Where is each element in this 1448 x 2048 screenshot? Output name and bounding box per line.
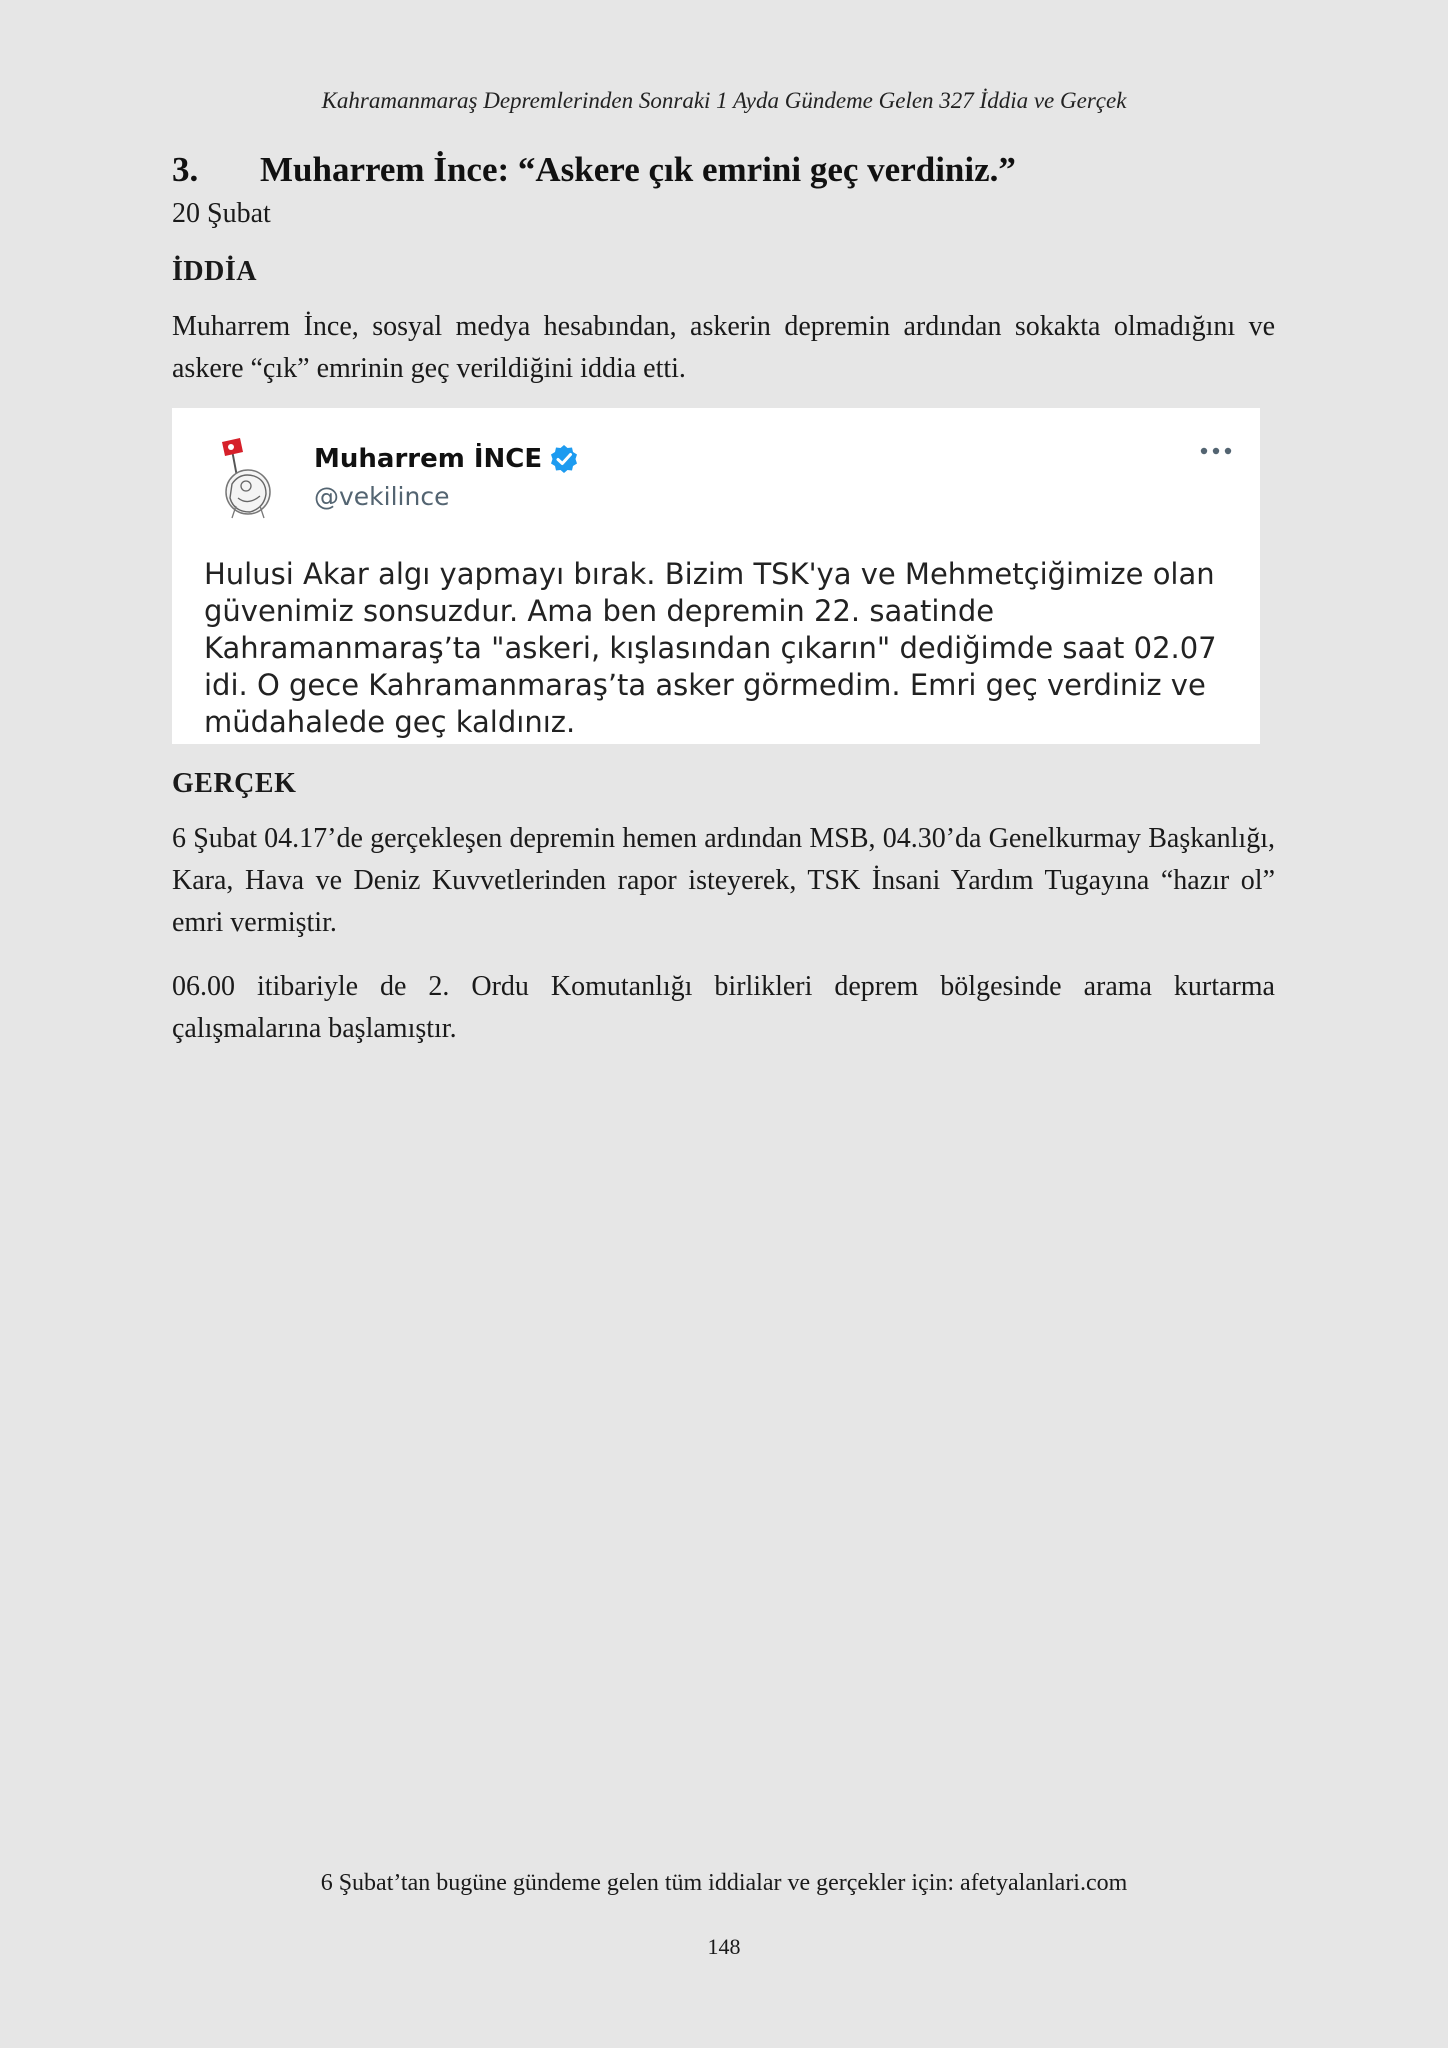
tweet-handle: @vekilince: [314, 482, 450, 511]
tweet-author-name: Muharrem İNCE: [314, 444, 543, 474]
section-date: 20 Şubat: [172, 198, 271, 229]
more-options-icon: [1198, 444, 1234, 458]
section-number: 3.: [172, 150, 199, 189]
claim-text: Muharrem İnce, sosyal medya hesabından, askerin depremin ardından sokakta olmadığını ve askere “çık” emrinin geç verildiğini iddia etti.: [172, 311, 1275, 384]
section-title: [172, 150, 1275, 190]
fact-paragraph-2: 06.00 itibariyle de 2. Ordu Komutanlığı birlikleri deprem bölgesinde arama kurtarma çalışmalarına başlamıştır.: [172, 971, 1275, 1044]
page-number: 148: [707, 1934, 741, 1959]
fact-paragraph-1: 6 Şubat 04.17’de gerçekleşen depremin hemen ardından MSB, 04.30’da Genelkurmay Başkanlığı, Kara, Hava ve Deniz Kuvvetlerinden rapor isteyerek, TSK İnsani Yardım Tugayına “hazır ol” emri vermiştir.: [172, 823, 1275, 938]
claim-heading: İDDİA: [172, 256, 257, 287]
verified-badge-icon: [549, 444, 579, 474]
footer-link-text: 6 Şubat’tan bugüne gündeme gelen tüm iddialar ve gerçekler için: afetyalanlari.com: [320, 1870, 1128, 1896]
section-title-text: Muharrem İnce: “Askere çık emrini geç verdiniz.”: [260, 150, 1016, 189]
avatar: [210, 436, 280, 520]
tweet-screenshot: [172, 408, 1260, 744]
running-header: Kahramanmaraş Depremlerinden Sonraki 1 Ayda Gündeme Gelen 327 İddia ve Gerçek: [321, 88, 1127, 113]
page-content: [172, 150, 1275, 1050]
tweet-text: Hulusi Akar algı yapmayı bırak. Bizim TSK'ya ve Mehmetçiğimize olan güvenimiz sonsuzdur. Ama ben depremin 22. saatinde Kahramanmaraş’ta "askeri, kışlasından çıkarın" dediğimde saat 02.07 idi. O gece Kahramanmaraş’ta asker görmedim. Emri geç verdiniz ve müdahalede geç kaldınız.: [204, 557, 1217, 739]
tweet-author: [314, 444, 579, 474]
fact-heading: GERÇEK: [172, 768, 297, 799]
